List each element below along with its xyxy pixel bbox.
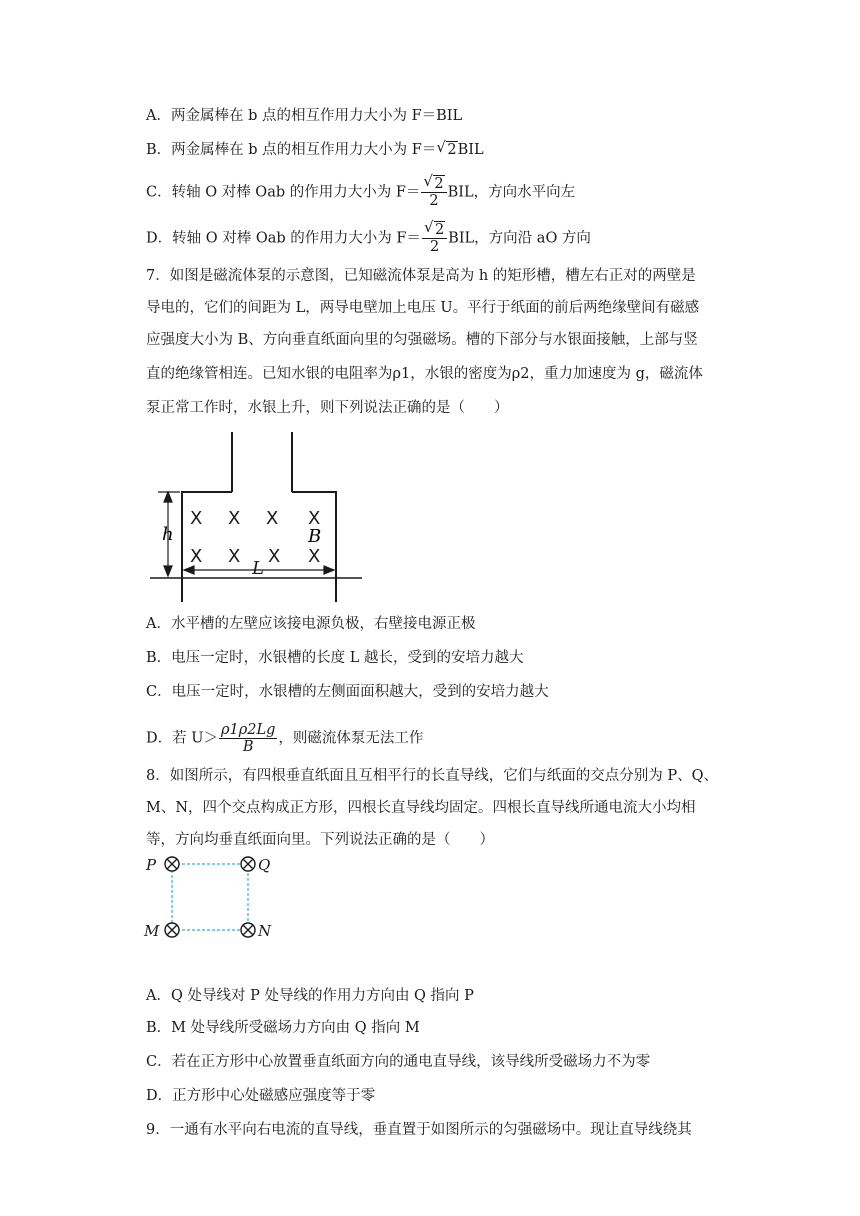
label-h: h xyxy=(162,524,174,545)
q6-option-b xyxy=(146,140,484,160)
label-l: L xyxy=(252,558,264,579)
q7-option-d xyxy=(146,722,423,755)
field-cross: X xyxy=(308,546,321,567)
field-cross: X xyxy=(268,546,281,567)
q7-pump-diagram xyxy=(140,428,370,604)
q7-line-3: 应强度大小为 B、方向垂直纸面向里的匀强磁场。槽的下部分与水银面接触，上部与竖 xyxy=(146,332,698,348)
q6-option-d-text: D．转轴 O 对棒 Oab 的作用力大小为 F＝ xyxy=(146,230,421,247)
q7-option-c: C．电压一定时，水银槽的左侧面面积越大，受到的安培力越大 xyxy=(146,684,549,700)
q9-line-1: 9．一通有水平向右电流的直导线，垂直置于如图所示的匀强磁场中。现让直导线绕其 xyxy=(146,1122,692,1138)
sqrt-symbol: √ 2 xyxy=(436,138,457,158)
q8-option-a: A．Q 处导线对 P 处导线的作用力方向由 Q 指向 P xyxy=(146,988,474,1004)
q8-line-2: M、N，四个交点构成正方形，四根长直导线均固定。四根长直导线所通电流大小均相 xyxy=(146,800,696,816)
q8-option-d: D．正方形中心处磁感应强度等于零 xyxy=(146,1088,376,1104)
q8-option-b: B．M 处导线所受磁场力方向由 Q 指向 M xyxy=(146,1020,420,1036)
label-m: M xyxy=(144,922,160,940)
q7-line-4: 直的绝缘管相连。已知水银的电阻率为ρ1，水银的密度为ρ2，重力加速度为 g，磁流体 xyxy=(146,366,703,382)
field-cross: X xyxy=(190,546,203,567)
field-cross: X xyxy=(308,508,321,529)
q8-line-1: 8．如图所示，有四根垂直纸面且互相平行的长直导线，它们与纸面的交点分别为 P、Q、 xyxy=(146,768,718,784)
field-cross: X xyxy=(228,546,241,567)
q7-line-1: 7．如图是磁流体泵的示意图，已知磁流体泵是高为 h 的矩形槽，槽左右正对的两壁是 xyxy=(146,268,696,284)
fraction: √ 2 2 xyxy=(422,222,447,255)
label-p: P xyxy=(146,856,157,874)
q6-option-b-text: B．两金属棒在 b 点的相互作用力大小为 F＝ xyxy=(146,142,437,158)
q6-option-c xyxy=(146,172,576,209)
label-b: B xyxy=(308,526,322,547)
q8-line-3: 等，方向均垂直纸面向里。下列说法正确的是（ ） xyxy=(146,832,494,848)
q7-line-5: 泵正常工作时，水银上升，则下列说法正确的是（ ） xyxy=(146,400,509,416)
q7-option-d-suffix: ，则磁流体泵无法工作 xyxy=(278,730,424,747)
q8-square-diagram xyxy=(140,850,290,946)
field-cross: X xyxy=(190,508,203,529)
field-cross: X xyxy=(228,508,241,529)
fraction: $\frac{\rho 1\rho 2Lg}{B}$ xyxy=(220,722,276,755)
q7-option-d-text: D．若 U＞ xyxy=(146,730,218,747)
label-q: Q xyxy=(258,856,271,874)
q6-option-d-suffix: BIL，方向沿 aO 方向 xyxy=(448,230,591,247)
q6-option-d xyxy=(146,218,591,255)
q7-option-b: B．电压一定时，水银槽的长度 L 越长，受到的安培力越大 xyxy=(146,650,524,666)
q6-option-b-suffix: BIL xyxy=(457,142,484,158)
q8-option-c: C．若在正方形中心放置垂直纸面方向的通电直导线，该导线所受磁场力不为零 xyxy=(146,1054,651,1070)
q6-option-c-text: C．转轴 O 对棒 Oab 的作用力大小为 F＝ xyxy=(146,184,421,201)
label-n: N xyxy=(258,922,272,940)
q6-option-c-suffix: BIL，方向水平向左 xyxy=(447,184,576,201)
field-cross: X xyxy=(266,508,279,529)
q7-option-a: A．水平槽的左壁应该接电源负极，右壁接电源正极 xyxy=(146,616,476,632)
q7-line-2: 导电的，它们的间距为 L，两导电壁加上电压 U。平行于纸面的前后两绝缘壁间有磁感 xyxy=(146,300,700,316)
fraction: √ 2 2 xyxy=(421,176,446,209)
q6-option-a: A．两金属棒在 b 点的相互作用力大小为 F＝BIL xyxy=(146,108,463,124)
